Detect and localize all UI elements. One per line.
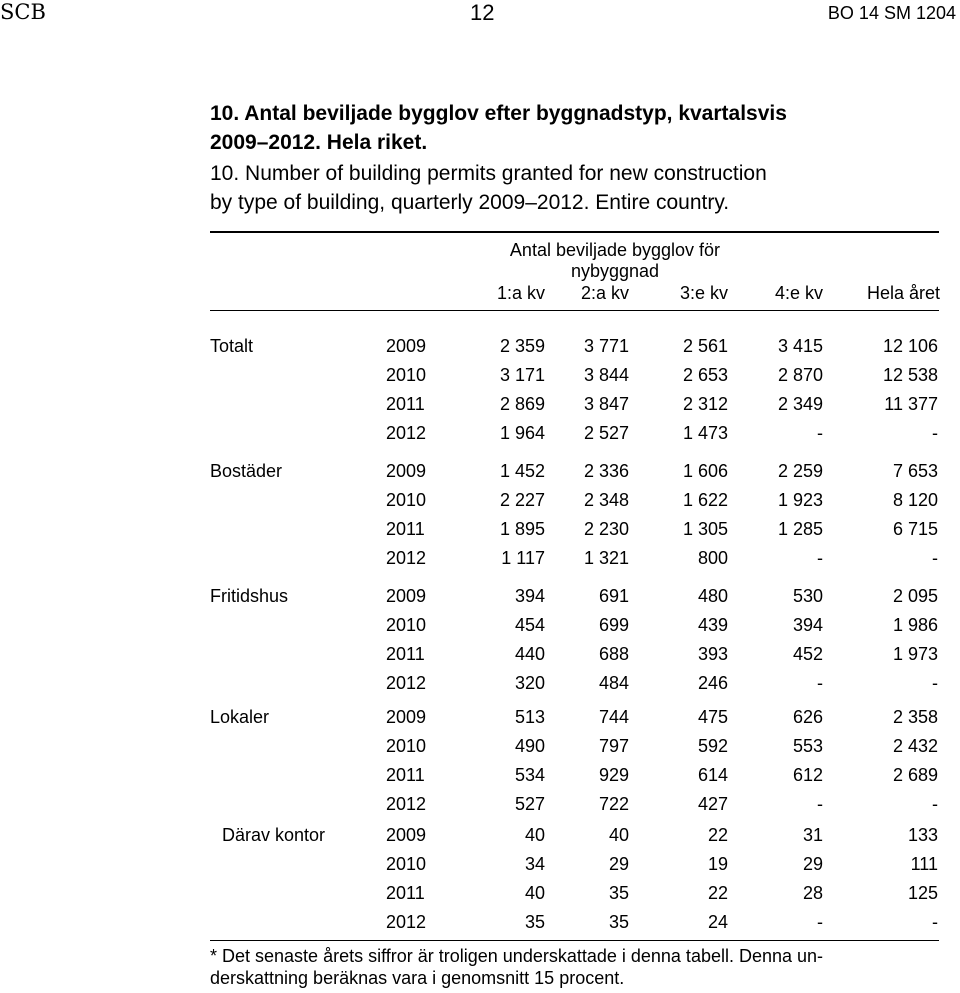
value-cell: 35 (524, 912, 545, 932)
column-header: 3:e kv (679, 283, 728, 303)
footnote-line1: * Det senaste årets siffror är troligen underskattade i denna tabell. Denna un- (210, 946, 824, 966)
value-cell: 744 (598, 707, 629, 727)
value-cell: 553 (792, 736, 823, 756)
row-group-label: Bostäder (210, 461, 283, 481)
year-cell: 2011 (386, 394, 425, 414)
year-cell: 2012 (386, 794, 427, 814)
value-cell: 527 (514, 794, 545, 814)
value-cell: 19 (707, 854, 728, 874)
value-cell: 440 (514, 644, 545, 664)
value-cell: 2 336 (583, 461, 629, 481)
value-cell: 530 (792, 586, 823, 606)
value-cell: 427 (697, 794, 728, 814)
value-cell: 3 415 (777, 336, 823, 356)
value-cell: 22 (707, 825, 728, 845)
value-cell: - (932, 794, 938, 814)
year-cell: 2012 (386, 673, 427, 693)
value-cell: 2 870 (777, 365, 823, 385)
value-cell: 24 (707, 912, 728, 932)
value-cell: 3 844 (583, 365, 629, 385)
value-cell: 513 (514, 707, 545, 727)
value-cell: 614 (697, 765, 728, 785)
value-cell: 2 689 (892, 765, 938, 785)
value-cell: 1 986 (892, 615, 938, 635)
value-cell: 2 561 (682, 336, 728, 356)
value-cell: 1 321 (583, 548, 629, 568)
value-cell: 1 895 (499, 519, 545, 539)
title-en-line2: by type of building, quarterly 2009–2012. Entire country. (210, 191, 730, 214)
column-header: 1:a kv (496, 283, 545, 303)
value-cell: 2 230 (583, 519, 629, 539)
page-number: 12 (470, 0, 495, 25)
value-cell: 2 095 (892, 586, 938, 606)
value-cell: - (932, 423, 938, 443)
value-cell: 1 973 (892, 644, 938, 664)
value-cell: 797 (598, 736, 629, 756)
value-cell: 34 (524, 854, 545, 874)
value-cell: 12 538 (882, 365, 938, 385)
value-cell: 246 (697, 673, 728, 693)
title-sv-line1: 10. Antal beviljade bygglov efter byggnadstyp, kvartalsvis (210, 102, 787, 125)
value-cell: 3 171 (499, 365, 545, 385)
value-cell: 3 847 (583, 394, 629, 414)
year-cell: 2011 (386, 644, 425, 664)
value-cell: 7 653 (892, 461, 938, 481)
year-cell: 2009 (386, 461, 427, 481)
footnote-line2: derskattning beräknas vara i genomsnitt 15 procent. (210, 968, 625, 988)
value-cell: 2 348 (583, 490, 629, 510)
year-cell: 2009 (386, 586, 427, 606)
spanning-header: Antal beviljade bygglov för nybyggnad (509, 240, 721, 281)
row-group-label: Fritidshus (210, 586, 289, 606)
row-group-label: Därav kontor (222, 825, 326, 845)
value-cell: 691 (598, 586, 629, 606)
value-cell: 1 964 (499, 423, 545, 443)
value-cell: 40 (608, 825, 629, 845)
title-sv-line2: 2009–2012. Hela riket. (210, 131, 428, 154)
value-cell: 2 432 (892, 736, 938, 756)
value-cell: 133 (907, 825, 938, 845)
value-cell: 1 473 (682, 423, 728, 443)
table-top-rule (210, 231, 939, 233)
value-cell: 29 (802, 854, 823, 874)
value-cell: 454 (514, 615, 545, 635)
value-cell: 612 (792, 765, 823, 785)
value-cell: 111 (910, 854, 938, 874)
value-cell: 592 (697, 736, 728, 756)
value-cell: 929 (598, 765, 629, 785)
value-cell: 11 377 (884, 394, 938, 414)
footnote (210, 945, 945, 989)
table-title-swedish (210, 99, 787, 157)
table-title-english (210, 159, 767, 217)
value-cell: - (817, 423, 823, 443)
value-cell: 1 923 (777, 490, 823, 510)
value-cell: 125 (907, 883, 938, 903)
value-cell: 490 (514, 736, 545, 756)
value-cell: 699 (598, 615, 629, 635)
value-cell: 1 622 (682, 490, 728, 510)
value-cell: 688 (598, 644, 629, 664)
value-cell: 12 106 (882, 336, 938, 356)
value-cell: 40 (524, 883, 545, 903)
year-cell: 2012 (386, 912, 427, 932)
value-cell: 2 527 (583, 423, 629, 443)
year-cell: 2009 (386, 336, 427, 356)
value-cell: 320 (514, 673, 545, 693)
value-cell: 40 (524, 825, 545, 845)
value-cell: 2 869 (499, 394, 545, 414)
title-en-line1: 10. Number of building permits granted for new construction (210, 162, 767, 185)
value-cell: 1 452 (499, 461, 545, 481)
value-cell: 1 117 (501, 548, 545, 568)
value-cell: 1 305 (682, 519, 728, 539)
value-cell: 22 (707, 883, 728, 903)
value-cell: 394 (514, 586, 545, 606)
column-header: 2:a kv (580, 283, 629, 303)
value-cell: 1 606 (682, 461, 728, 481)
value-cell: - (817, 794, 823, 814)
value-cell: 480 (697, 586, 728, 606)
publication-code: BO 14 SM 1204 (827, 3, 956, 23)
value-cell: - (817, 912, 823, 932)
year-cell: 2010 (386, 365, 427, 385)
year-cell: 2011 (386, 765, 425, 785)
value-cell: 8 120 (892, 490, 938, 510)
value-cell: 2 653 (682, 365, 728, 385)
year-cell: 2011 (386, 883, 425, 903)
value-cell: 800 (697, 548, 728, 568)
value-cell: 452 (792, 644, 823, 664)
value-cell: 2 227 (499, 490, 545, 510)
year-cell: 2012 (386, 548, 427, 568)
row-group-label: Totalt (210, 336, 254, 356)
value-cell: - (817, 548, 823, 568)
value-cell: 2 358 (892, 707, 938, 727)
value-cell: 393 (697, 644, 728, 664)
year-cell: 2012 (386, 423, 427, 443)
year-cell: 2010 (386, 854, 427, 874)
value-cell: 1 285 (777, 519, 823, 539)
value-cell: - (932, 548, 938, 568)
value-cell: 394 (792, 615, 823, 635)
value-cell: 722 (598, 794, 629, 814)
value-cell: 534 (514, 765, 545, 785)
table-header-rule (210, 310, 939, 311)
value-cell: 2 349 (777, 394, 823, 414)
value-cell: 3 771 (583, 336, 629, 356)
year-cell: 2010 (386, 490, 427, 510)
value-cell: - (817, 673, 823, 693)
table-bottom-rule (210, 940, 939, 941)
row-group-label: Lokaler (210, 707, 270, 727)
value-cell: 2 312 (682, 394, 728, 414)
value-cell: 626 (792, 707, 823, 727)
value-cell: 29 (608, 854, 629, 874)
value-cell: - (932, 912, 938, 932)
value-cell: 2 259 (777, 461, 823, 481)
column-header: Hela året (866, 283, 940, 303)
value-cell: 475 (697, 707, 728, 727)
value-cell: 35 (608, 883, 629, 903)
year-cell: 2010 (386, 736, 427, 756)
value-cell: 6 715 (892, 519, 938, 539)
year-cell: 2011 (386, 519, 425, 539)
value-cell: 439 (697, 615, 728, 635)
header-org: SCB (0, 0, 46, 24)
value-cell: 28 (802, 883, 823, 903)
year-cell: 2009 (386, 825, 427, 845)
value-cell: 31 (802, 825, 823, 845)
year-cell: 2010 (386, 615, 427, 635)
value-cell: 2 359 (499, 336, 545, 356)
value-cell: 484 (598, 673, 629, 693)
year-cell: 2009 (386, 707, 427, 727)
value-cell: 35 (608, 912, 629, 932)
column-header: 4:e kv (774, 283, 823, 303)
value-cell: - (932, 673, 938, 693)
